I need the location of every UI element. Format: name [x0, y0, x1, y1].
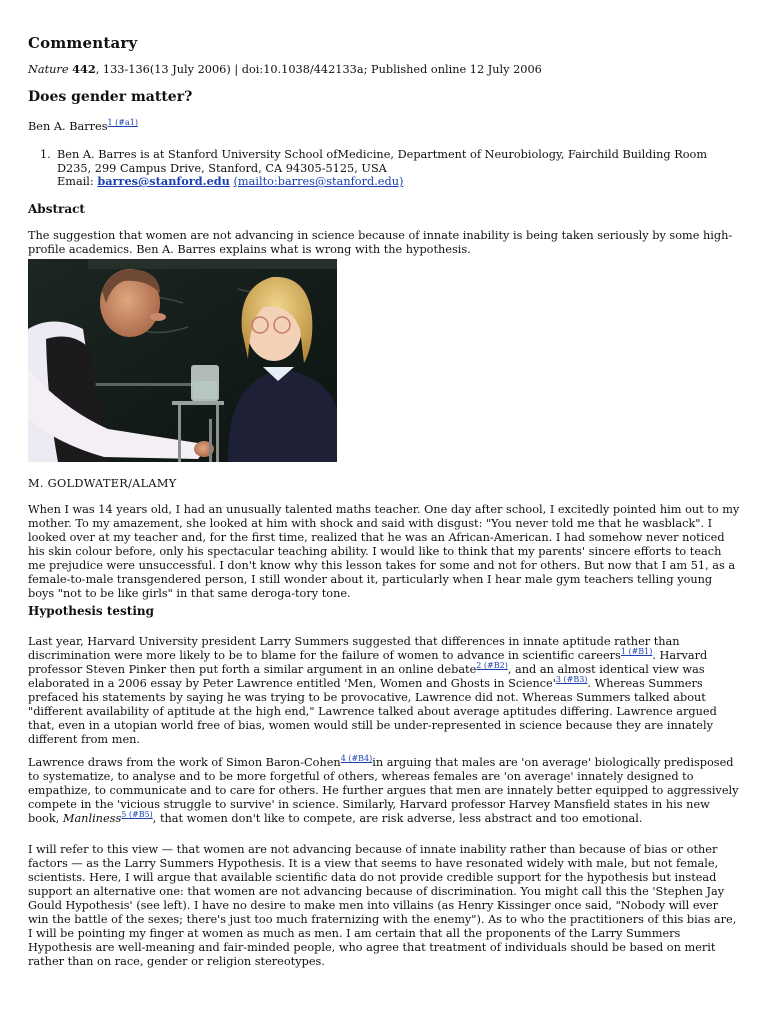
- reference-link-b2[interactable]: 2 (#B2): [476, 661, 508, 671]
- section-label: Commentary: [28, 34, 138, 52]
- reference-link-b1[interactable]: 1 (#B1): [620, 647, 653, 657]
- photo-credit: M. GOLDWATER/ALAMY: [28, 477, 177, 490]
- journal-name: Nature: [28, 63, 69, 76]
- affiliation-text: Ben A. Barres is at Stanford University School ofMedicine, Department of Neurobiology, Fairchild Building Room D235, 299 Campus Drive, Stanford, CA 94305-5125, USA: [57, 148, 708, 175]
- affiliation-list-item: [40, 148, 740, 189]
- abstract-text: The suggestion that women are not advancing in science because of innate inability is being taken seriously by some high-profile academics. Ben A. Barres explains what is wrong with the hypothesis.: [28, 229, 733, 256]
- author-affiliation-link[interactable]: 1 (#a1): [107, 118, 138, 128]
- paragraph-text: . Whereas Summers prefaced his statements by saying he was trying to be provocative, Lawrence did not. Whereas Summers talked about "different availability of aptitude at the high end," Lawrence talked about average aptitudes differing. Lawrence argued that, even in a utopian world free of bias, women would still be under-represented in science because they are innately different from men.: [28, 677, 717, 746]
- citation-details: , 133-136(13 July 2006) | doi:10.1038/442133a; Published online 12 July 2006: [95, 63, 542, 76]
- email-mailto-link[interactable]: (mailto:barres@stanford.edu): [233, 175, 404, 188]
- hypothesis-paragraph-2: [28, 756, 740, 826]
- citation-line: [28, 62, 542, 76]
- affiliation-body: [57, 148, 740, 189]
- article-title: Does gender matter?: [28, 89, 193, 105]
- hypothesis-heading: Hypothesis testing: [28, 604, 155, 618]
- author-line: [28, 120, 138, 133]
- email-link[interactable]: barres@stanford.edu: [97, 174, 230, 188]
- intro-paragraph: When I was 14 years old, I had an unusually talented maths teacher. One day after school, I excitedly pointed him out to my mother. To my amazement, she looked at him with shock and said with disgust: "You never told me that he wasblack". I looked over at my teacher and, for the first time, realized that he was an African-American. I had somehow never noticed his skin colour before, only his spectacular teaching ability. I would like to think that my parents' sincere efforts to teach me prejudice were unsuccessful. I don't know why this lesson takes for some and not for others. But now that I am 51, as a female-to-male transgendered person, I still wonder about it, particularly when I hear male gym teachers telling young boys "not to be like girls" in that same deroga-tory tone.: [28, 503, 740, 600]
- paragraph-text: Lawrence draws from the work of Simon Baron-Cohen: [28, 756, 341, 769]
- paragraph-text: , and an almost identical view was elaborated in a 2006 essay by Peter Lawrence entitled 'Men, Women and Ghosts in Science': [28, 663, 705, 690]
- paragraph-text: . Harvard professor Steven Pinker then put forth a similar argument in an online debate: [28, 649, 708, 676]
- book-title: Manliness: [62, 812, 122, 825]
- reference-link-b3[interactable]: 3 (#B3): [555, 675, 588, 685]
- reference-link-b5[interactable]: 5 (#B5): [121, 810, 153, 820]
- paragraph-text: in arguing that males are 'on average' biologically predisposed to systematize, to analyse and to be more forgetful of others, whereas females are 'on average' innately designed to empathize, to communicate and to care for others. He further argues that men are innately better equipped to aggressively compete in the 'vicious struggle to survive' in science. Similarly, Harvard professor Harvey Mansfield states in his new book,: [28, 756, 739, 825]
- paragraph-text: Last year, Harvard University president Larry Summers suggested that differences in innate aptitude rather than discrimination were more likely to be to blame for the failure of women to advance in scientific careers: [28, 635, 680, 662]
- affiliation-number: 1.: [40, 148, 51, 161]
- author-name: Ben A. Barres: [28, 120, 108, 133]
- email-label: Email:: [57, 175, 98, 188]
- hypothesis-paragraph-1: [28, 635, 740, 747]
- article-photo: [28, 259, 337, 462]
- hypothesis-paragraph-3: I will refer to this view — that women are not advancing because of innate inability rather than because of bias or other factors — as the Larry Summers Hypothesis. It is a view that seems to have resonated widely with male, but not female, scientists. Here, I will argue that available scientific data do not provide credible support for the hypothesis but instead support an alternative one: that women are not advancing because of discrimination. You might call this the 'Stephen Jay Gould Hypothesis' (see left). I have no desire to make men into villains (as Henry Kissinger once said, "Nobody will ever win the battle of the sexes; there's just too much fraternizing with the enemy"). As to who the practitioners of this bias are, I will be pointing my finger at women as much as men. I am certain that all the proponents of the Larry Summers Hypothesis are well-meaning and fair-minded people, who agree that treatment of individuals should be based on merit rather than on race, gender or religion stereotypes.: [28, 843, 737, 968]
- abstract-heading: Abstract: [28, 202, 85, 216]
- journal-volume: 442: [72, 62, 96, 76]
- reference-link-b4[interactable]: 4 (#B4): [340, 754, 373, 764]
- paragraph-text: , that women don't like to compete, are risk adverse, less abstract and too emotional.: [152, 812, 643, 825]
